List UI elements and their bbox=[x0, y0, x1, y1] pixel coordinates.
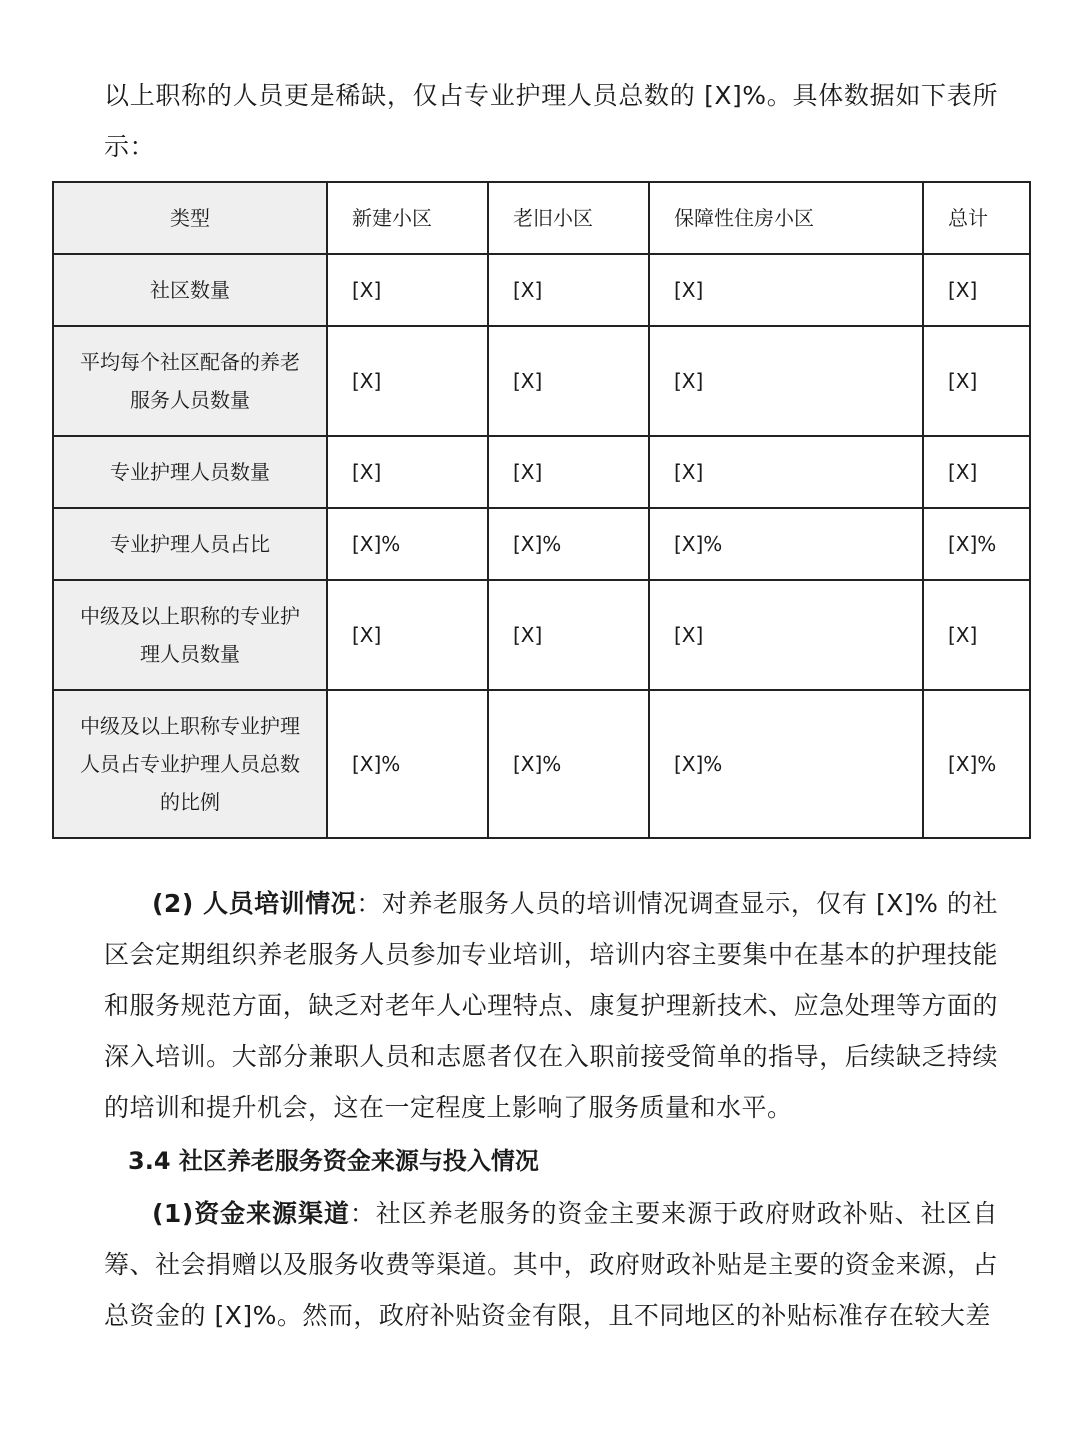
table-cell: [X] bbox=[327, 326, 488, 436]
funding-paragraph bbox=[104, 1188, 998, 1341]
training-body: ：对养老服务人员的培训情况调查显示，仅有 [X]% 的社区会定期组织养老服务人员参加专业培训，培训内容主要集中在基本的护理技能和服务规范方面，缺乏对老年人心理特点、康复护理新技术、应急处理等方面的深入培训。大部分兼职人员和志愿者仅在入职前接受简单的指导，后续缺乏持续的培训和提升机会，这在一定程度上影响了服务质量和水平。 bbox=[104, 889, 998, 1122]
table-cell: [X] bbox=[923, 254, 1030, 326]
table-row bbox=[53, 508, 1030, 580]
header-cell-old: 老旧小区 bbox=[488, 182, 649, 254]
table-cell: [X] bbox=[649, 326, 923, 436]
table-row bbox=[53, 580, 1030, 690]
section-heading: 3.4 社区养老服务资金来源与投入情况 bbox=[128, 1147, 539, 1175]
table-row bbox=[53, 690, 1030, 838]
header-cell-new: 新建小区 bbox=[327, 182, 488, 254]
table-cell: [X] bbox=[488, 326, 649, 436]
table-cell: [X]% bbox=[327, 508, 488, 580]
row-label: 平均每个社区配备的养老服务人员数量 bbox=[53, 326, 327, 436]
table-cell: [X] bbox=[649, 580, 923, 690]
table-cell: [X] bbox=[488, 580, 649, 690]
table-cell: [X]% bbox=[649, 690, 923, 838]
table-cell: [X] bbox=[923, 580, 1030, 690]
table-cell: [X]% bbox=[923, 508, 1030, 580]
table-cell: [X] bbox=[923, 326, 1030, 436]
table-cell: [X]% bbox=[649, 508, 923, 580]
table-cell: [X] bbox=[649, 254, 923, 326]
row-label: 中级及以上职称的专业护理人员数量 bbox=[53, 580, 327, 690]
table-cell: [X] bbox=[488, 254, 649, 326]
header-cell-affordable: 保障性住房小区 bbox=[649, 182, 923, 254]
row-label: 社区数量 bbox=[53, 254, 327, 326]
row-label: 专业护理人员占比 bbox=[53, 508, 327, 580]
header-cell-total: 总计 bbox=[923, 182, 1030, 254]
table-row bbox=[53, 254, 1030, 326]
training-lead: (2) 人员培训情况 bbox=[152, 889, 357, 918]
funding-body: ：社区养老服务的资金主要来源于政府财政补贴、社区自筹、社会捐赠以及服务收费等渠道。其中，政府财政补贴是主要的资金来源，占总资金的 [X]%。然而，政府补贴资金有限，且不同地区的补贴标准存在较大差 bbox=[104, 1199, 998, 1330]
table-cell: [X]% bbox=[488, 690, 649, 838]
row-label: 专业护理人员数量 bbox=[53, 436, 327, 508]
training-paragraph bbox=[104, 878, 998, 1133]
table-row bbox=[53, 436, 1030, 508]
table-header-row bbox=[53, 182, 1030, 254]
table-cell: [X] bbox=[327, 580, 488, 690]
table-cell: [X] bbox=[327, 254, 488, 326]
table-cell: [X]% bbox=[327, 690, 488, 838]
table-cell: [X]% bbox=[488, 508, 649, 580]
table-row bbox=[53, 326, 1030, 436]
funding-lead: (1)资金来源渠道 bbox=[152, 1199, 350, 1228]
table-cell: [X] bbox=[649, 436, 923, 508]
table-cell: [X] bbox=[923, 436, 1030, 508]
table-cell: [X]% bbox=[923, 690, 1030, 838]
row-label: 中级及以上职称专业护理人员占专业护理人员总数的比例 bbox=[53, 690, 327, 838]
header-cell-type: 类型 bbox=[53, 182, 327, 254]
staffing-table bbox=[52, 181, 1031, 839]
intro-paragraph: 以上职称的人员更是稀缺，仅占专业护理人员总数的 [X]%。具体数据如下表所示： bbox=[104, 81, 998, 161]
table-cell: [X] bbox=[327, 436, 488, 508]
table-cell: [X] bbox=[488, 436, 649, 508]
